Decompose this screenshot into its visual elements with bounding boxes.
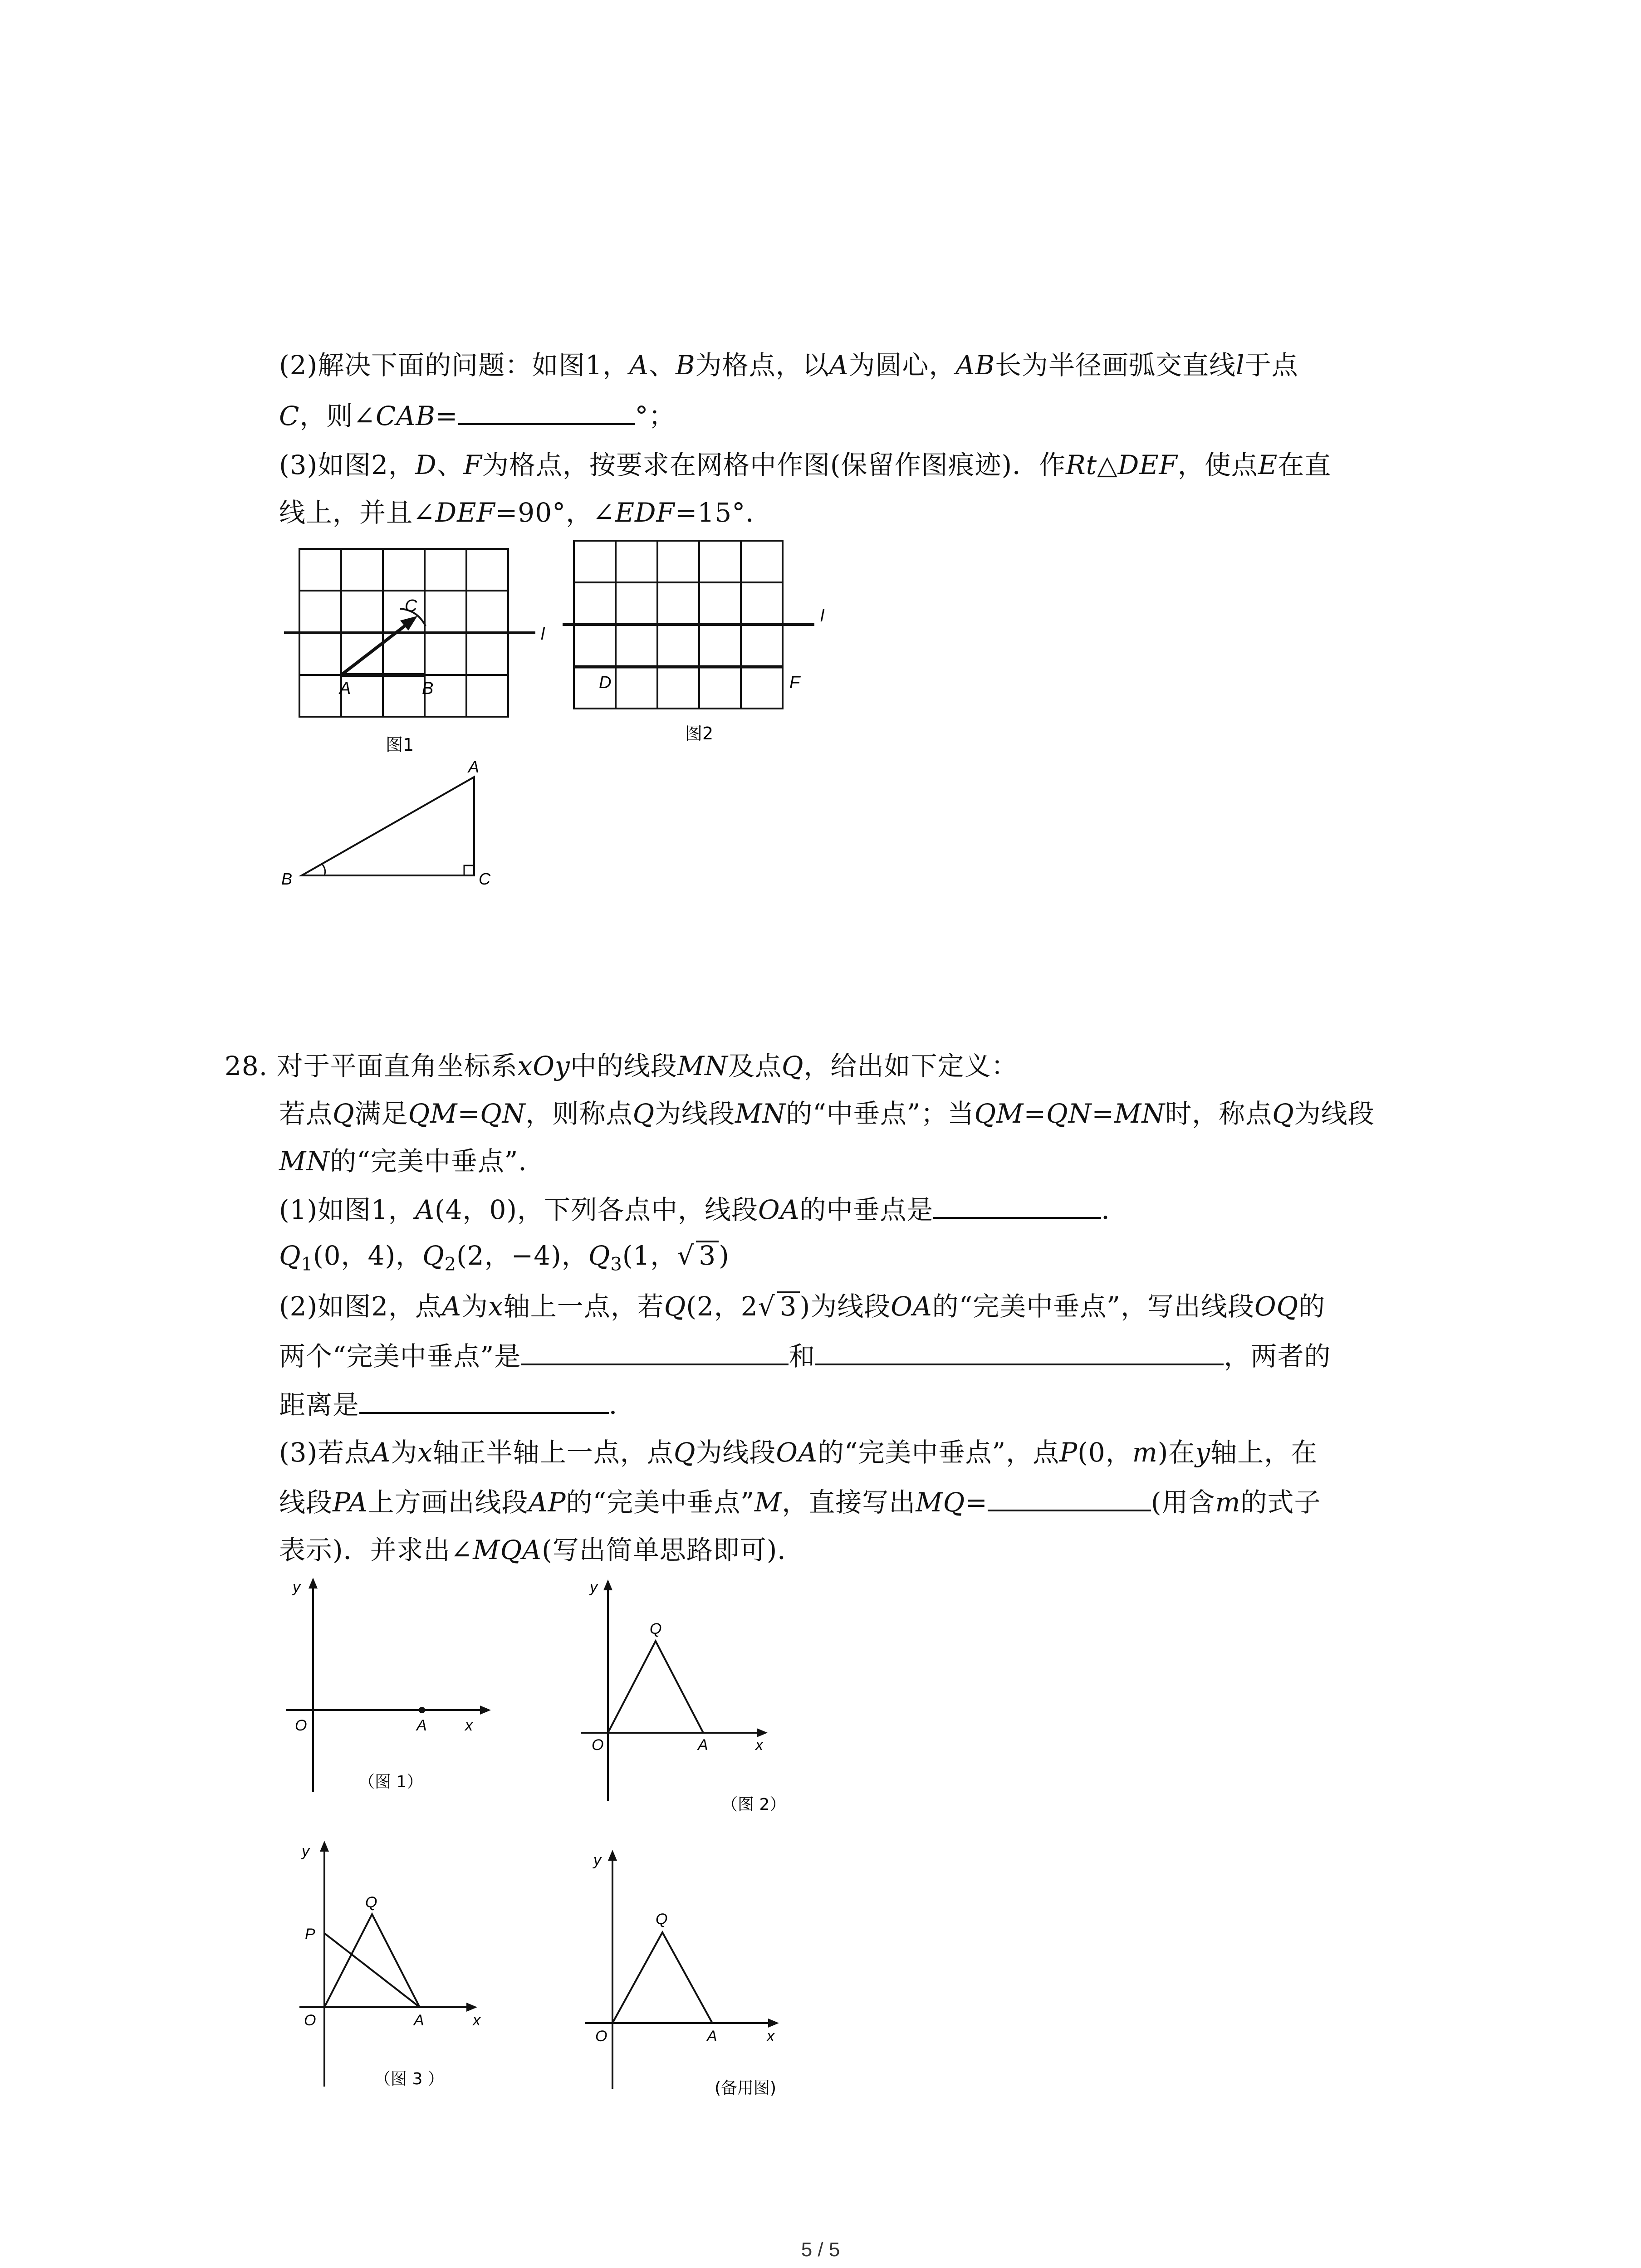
axis-y-label: y	[293, 1579, 300, 1596]
point-a-label: A	[698, 1736, 708, 1754]
q27-figure-2	[563, 535, 880, 762]
page-number: 5 / 5	[801, 2239, 840, 2261]
point-a-label: A	[414, 2012, 424, 2029]
fig2-caption: 图2	[685, 723, 714, 743]
q28-definition-line1: 若点Q满足QM=QN，则称点Q为线段MN的“中垂点”；当QM=QN=MN时，称点Q为线段	[279, 1098, 1375, 1129]
q28-figure-4	[576, 1842, 821, 2114]
q28-part3-line3: 表示)．并求出∠MQA(写出简单思路即可)．	[279, 1535, 804, 1565]
q28-part2-line3: 距离是 ．	[279, 1386, 636, 1423]
label-d: D	[599, 673, 612, 692]
axis-x-label: x	[755, 1736, 763, 1754]
origin-label: O	[595, 2028, 607, 2045]
point-a	[419, 1707, 425, 1713]
fig3-caption: （图 3 ）	[374, 2070, 444, 2088]
q28-part3-line1: (3)若点A为x轴正半轴上一点，点Q为线段OA的“完美中垂点”，点P(0，m)在y轴上，在	[279, 1437, 1318, 1468]
label-l: l	[541, 625, 545, 644]
axis-x-label: x	[473, 2012, 480, 2029]
q27-figure-1	[281, 540, 599, 767]
origin-label: O	[304, 2012, 316, 2029]
q28-figure-2	[572, 1574, 817, 1819]
q27-part2-line2: C，则∠CAB= °；	[279, 397, 676, 434]
label-tri-a: A	[468, 758, 480, 776]
fig2-caption: （图 2）	[721, 1795, 786, 1814]
q27-part3-line1: (3)如图2，D、F为格点，按要求在网格中作图(保留作图痕迹)．作Rt△DEF，使点E在直	[279, 450, 1332, 480]
label-l-2: l	[820, 606, 824, 626]
q28-part2-line2: 两个“完美中垂点”是 和 ，两者的	[279, 1337, 1331, 1374]
label-tri-b: B	[281, 870, 293, 888]
point-p-label: P	[305, 1926, 315, 1943]
q28-part1-line2: $Q_1(0$，4)，$Q_2(2$，−4)，$Q_3(1$，√ 3 )	[279, 1240, 730, 1275]
point-q-label: Q	[650, 1620, 662, 1637]
q28-part3-line2: 线段PA上方画出线段AP的“完美中垂点”M，直接写出MQ= (用含m的式子	[279, 1483, 1321, 1520]
q27-triangle-abc	[277, 755, 531, 900]
point-a-label: A	[416, 1717, 427, 1734]
answer-blank-p2-second[interactable]	[815, 1337, 1224, 1365]
label-tri-c: C	[479, 870, 490, 888]
axis-y-label: y	[302, 1843, 309, 1860]
triangle-oqa	[612, 1932, 712, 2023]
label-b: B	[422, 679, 434, 698]
q28-intro: 28. 对于平面直角坐标系xOy中的线段MN及点Q，给出如下定义：	[225, 1051, 1018, 1081]
answer-blank-cab[interactable]	[458, 397, 635, 425]
segment-pa	[324, 1933, 420, 2007]
q28-figure-3	[272, 1833, 517, 2105]
point-q-label: Q	[656, 1911, 668, 1928]
triangle-oqa	[324, 1914, 420, 2007]
q27-part2-line1: (2)解决下面的问题：如图1，A、B为格点，以A为圆心，AB长为半径画弧交直线l于点	[279, 350, 1298, 381]
answer-blank-mq[interactable]	[988, 1483, 1151, 1511]
axis-x-label: x	[465, 1717, 473, 1734]
label-f: F	[789, 673, 800, 692]
point-a-label: A	[707, 2028, 717, 2045]
answer-blank-p2-first[interactable]	[521, 1337, 789, 1365]
axis-y-label: y	[593, 1852, 601, 1869]
point-q-label: Q	[365, 1894, 377, 1911]
q28-definition-line2: MN的“完美中垂点”．	[279, 1146, 545, 1177]
label-c: C	[405, 596, 417, 616]
fig1-caption: 图1	[386, 735, 414, 755]
axis-y-label: y	[590, 1579, 598, 1596]
q28-part2-line1: (2)如图2，点A为x轴上一点，若Q(2，2√ 3 )为线段OA的“完美中垂点”，写出线段OQ的	[279, 1291, 1326, 1322]
fig4-caption: (备用图)	[715, 2079, 777, 2097]
q28-part1-line1: (1)如图1，A(4，0)，下列各点中，线段OA的中垂点是 ．	[279, 1191, 1128, 1228]
answer-blank-p1[interactable]	[933, 1191, 1101, 1219]
triangle-oqa	[608, 1641, 703, 1733]
label-a: A	[339, 679, 351, 698]
origin-label: O	[592, 1736, 604, 1754]
q27-part3-line2: 线上，并且∠DEF=90°，∠EDF=15°．	[279, 497, 773, 528]
fig1-caption: （图 1）	[358, 1773, 423, 1791]
axis-x-label: x	[767, 2028, 774, 2045]
answer-blank-p2-distance[interactable]	[359, 1386, 609, 1414]
q28-figure-1	[272, 1574, 517, 1819]
segment-ac	[341, 621, 411, 675]
origin-label: O	[295, 1717, 307, 1734]
